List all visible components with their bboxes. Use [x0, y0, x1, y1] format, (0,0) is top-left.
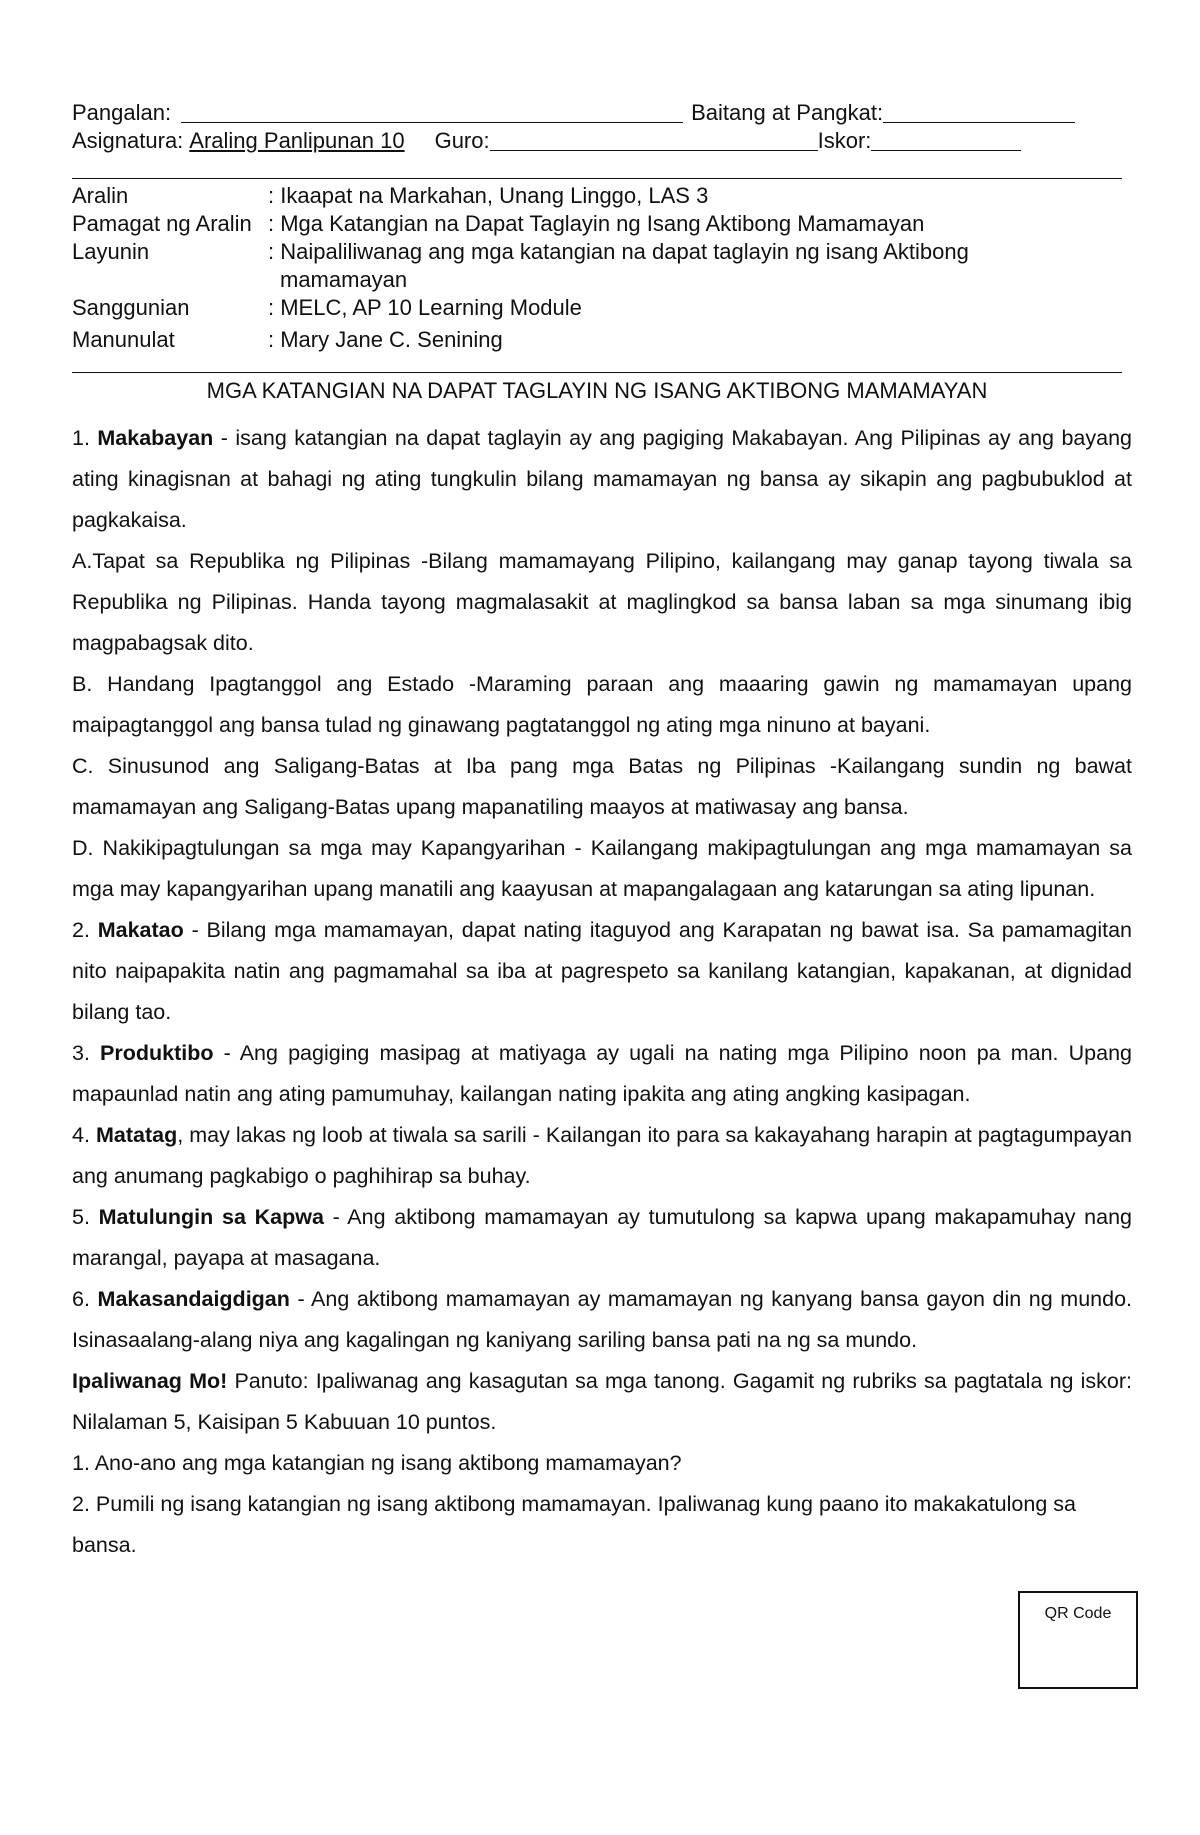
meta-label: Manunulat	[72, 327, 175, 352]
meta-label: Sanggunian	[72, 295, 190, 320]
instructions-heading: Ipaliwanag Mo!	[72, 1369, 228, 1393]
meta-label-empty	[72, 266, 268, 294]
item-keyword: Matulungin sa Kapwa	[98, 1205, 324, 1229]
score-blank[interactable]	[871, 130, 1021, 151]
meta-row-aralin	[72, 182, 1132, 210]
paragraph-b	[72, 664, 1132, 746]
item-text: - Ang aktibong mamamayan ay mamamayan ng kanyang bansa gayon din ng mundo. Isinasaalang-alang niya ang kagalingan ng kaniyang sariling bansa pati na ng sa mundo.	[72, 1287, 1132, 1352]
item-text: - Bilang mga mamamayan, dapat nating itaguyod ang Karapatan ng bawat isa. Sa pamamagitan nito naipapakita natin ang pagmamahal sa iba at pagrespeto sa kanilang katangian, kapakanan, at dignidad bilang tao.	[72, 918, 1133, 1024]
question-1	[72, 1443, 1132, 1484]
item-prefix: 2.	[72, 918, 98, 942]
meta-value-continued: mamamayan	[280, 267, 408, 292]
question-text: 2. Pumili ng isang katangian ng isang aktibong mamamayan. Ipaliwanag kung paano ito makakatulong sa bansa.	[72, 1492, 1076, 1557]
meta-label: Pamagat ng Aralin	[72, 211, 252, 236]
meta-label: Aralin	[72, 183, 129, 208]
meta-value: : Mga Katangian na Dapat Taglayin ng Isang Aktibong Mamamayan	[268, 211, 925, 236]
lesson-body	[72, 418, 1132, 1566]
question-2	[72, 1484, 1132, 1566]
qr-code-box	[1018, 1591, 1138, 1689]
item-text: D. Nakikipagtulungan sa mga may Kapangyarihan - Kailangang makipagtulungan ang mga mamamayan sa mga may kapangyarihan upang manatili ang kaayusan at mapangalagaan ang katarungan sa ating lipunan.	[72, 836, 1132, 901]
meta-value: : Naipaliliwanag ang mga katangian na dapat taglayin ng isang Aktibong	[268, 239, 969, 264]
item-prefix: 1.	[72, 426, 98, 450]
item-prefix: 5.	[72, 1205, 99, 1229]
header-row-2	[72, 128, 1021, 154]
meta-label: Layunin	[72, 239, 150, 264]
lesson-metadata	[72, 182, 1132, 354]
item-text: , may lakas ng loob at tiwala sa sarili - Kailangan ito para sa kakayahang harapin at pagtagumpayan ang anumang pagkabigo o paghihirap sa buhay.	[72, 1123, 1132, 1188]
name-label: Pangalan:	[72, 100, 172, 125]
item-text: C. Sinusunod ang Saligang-Batas at Iba pang mga Batas ng Pilipinas -Kailangang sundin ng bawat mamamayan ang Saligang-Batas upang mapanatiling maayos at matiwasay ang bansa.	[72, 754, 1132, 819]
meta-value: : Mary Jane C. Senining	[268, 327, 503, 352]
paragraph-makatao	[72, 910, 1132, 1033]
question-text: 1. Ano-ano ang mga katangian ng isang aktibong mamamayan?	[72, 1451, 682, 1475]
meta-value: : Ikaapat na Markahan, Unang Linggo, LAS 3	[268, 183, 709, 208]
paragraph-matulungin	[72, 1197, 1132, 1279]
paragraph-produktibo	[72, 1033, 1132, 1115]
grade-label: Baitang at Pangkat:	[691, 100, 884, 125]
item-keyword: Matatag	[95, 1123, 178, 1147]
item-keyword: Makatao	[97, 918, 184, 942]
item-text: Panuto: Ipaliwanag ang kasagutan sa mga tanong. Gagamit ng rubriks sa pagtatala ng iskor: Nilalaman 5, Kaisipan 5 Kabuuan 10 puntos.	[72, 1369, 1133, 1434]
item-text: - Ang pagiging masipag at matiyaga ay ugali na nating mga Pilipino noon pa man. Upang mapaunlad natin ang ating pamumuhay, kailangan nating ipakita ang ating angking kasipagan.	[72, 1041, 1132, 1106]
header-divider	[72, 178, 1122, 179]
paragraph-makasandaigdigan	[72, 1279, 1132, 1361]
paragraph-d	[72, 828, 1132, 910]
paragraph-a	[72, 541, 1132, 664]
paragraph-c	[72, 746, 1132, 828]
lesson-title: MGA KATANGIAN NA DAPAT TAGLAYIN NG ISANG AKTIBONG MAMAMAYAN	[206, 378, 988, 403]
item-text: - isang katangian na dapat taglayin ay ang pagiging Makabayan. Ang Pilipinas ay ang bayang ating kinagisnan at bahagi ng ating tungkulin bilang mamamayan ng bansa ay sikapin ang pagbubuklod at pagkakaisa.	[72, 426, 1133, 532]
meta-row-pamagat	[72, 210, 1132, 238]
score-label: Iskor:	[817, 128, 872, 153]
teacher-blank[interactable]	[490, 130, 818, 151]
item-text: A.Tapat sa Republika ng Pilipinas -Bilang mamamayang Pilipino, kailangang may ganap tayong tiwala sa Republika ng Pilipinas. Handa tayong magmalasakit at maglingkod sa bansa laban sa mga sinumang ibig magpabagsak dito.	[72, 549, 1132, 655]
item-keyword: Makasandaigdigan	[97, 1287, 290, 1311]
meta-row-manunulat	[72, 326, 1132, 354]
grade-blank[interactable]	[883, 102, 1075, 123]
item-prefix: 4.	[72, 1123, 96, 1147]
paragraph-instructions	[72, 1361, 1132, 1443]
item-keyword: Makabayan	[97, 426, 214, 450]
item-prefix: 6.	[72, 1287, 98, 1311]
item-text: B. Handang Ipagtanggol ang Estado -Maraming paraan ang maaaring gawin ng mamamayan upang maipagtanggol ang bansa tulad ng ginawang pagtatanggol ng ating mga ninuno at bayani.	[72, 672, 1132, 737]
item-keyword: Produktibo	[100, 1041, 214, 1065]
item-prefix: 3.	[72, 1041, 101, 1065]
name-blank[interactable]	[181, 102, 683, 123]
paragraph-makabayan	[72, 418, 1132, 541]
teacher-label: Guro:	[434, 128, 490, 153]
subject-label: Asignatura:	[72, 128, 184, 153]
meta-divider	[72, 372, 1122, 373]
meta-value: : MELC, AP 10 Learning Module	[268, 295, 582, 320]
qr-code-label: QR Code	[1044, 1605, 1112, 1622]
meta-row-sanggunian	[72, 294, 1132, 322]
meta-row-layunin	[72, 238, 1132, 266]
subject-value: Araling Panlipunan 10	[189, 128, 405, 153]
meta-row-layunin-cont	[72, 266, 1132, 294]
item-text: - Ang aktibong mamamayan ay tumutulong sa kapwa upang makapamuhay nang marangal, payapa at masagana.	[72, 1205, 1132, 1270]
header-row-1	[72, 100, 1075, 126]
paragraph-matatag	[72, 1115, 1132, 1197]
